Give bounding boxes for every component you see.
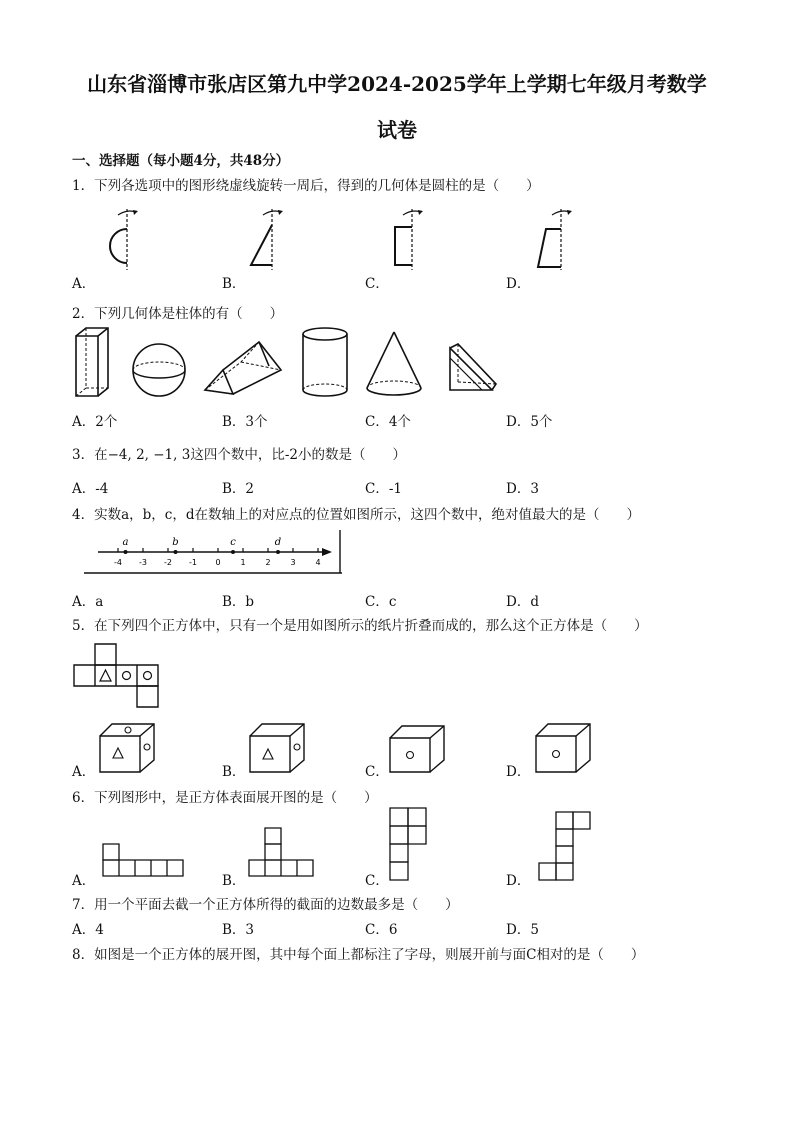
q2-option-c[interactable]: C．4个 bbox=[365, 414, 411, 430]
q6-option-c[interactable]: C． bbox=[365, 873, 389, 889]
number-line-point bbox=[124, 550, 128, 554]
number-line-point-label: a bbox=[122, 537, 129, 548]
q2-stem: 2．下列几何体是柱体的有（ ） bbox=[72, 306, 284, 322]
q8-stem: 8．如图是一个正方体的展开图，其中每个面上都标注了字母，则展开前与面C相对的是（ ） bbox=[72, 947, 645, 963]
q3-option-d[interactable]: D．3 bbox=[506, 481, 539, 497]
q1-option-a[interactable]: A． bbox=[72, 276, 96, 292]
q2-option-d[interactable]: D．5个 bbox=[506, 414, 553, 430]
q6-net-d bbox=[536, 810, 592, 882]
q6-net-b bbox=[248, 826, 318, 880]
q1-figure-b bbox=[245, 207, 295, 272]
q1-figure-d bbox=[530, 207, 580, 272]
number-line-tick-label: 4 bbox=[315, 558, 321, 567]
q5-option-a[interactable]: A． bbox=[72, 764, 96, 780]
q3-option-c[interactable]: C．-1 bbox=[365, 481, 402, 497]
number-line-point-label: b bbox=[172, 537, 179, 548]
q6-option-b[interactable]: B． bbox=[222, 873, 246, 889]
q5-cube-d bbox=[534, 722, 596, 774]
q5-option-d[interactable]: D． bbox=[506, 764, 531, 780]
number-line-tick-label: 1 bbox=[240, 558, 246, 567]
q6-option-a[interactable]: A． bbox=[72, 873, 96, 889]
q6-option-d[interactable]: D． bbox=[506, 873, 531, 889]
number-line-tick-label: -4 bbox=[114, 558, 122, 567]
q2-cylinder-figure bbox=[300, 326, 350, 400]
number-line-tick-label: 3 bbox=[290, 558, 296, 567]
q4-option-b[interactable]: B．b bbox=[222, 594, 255, 610]
q3-stem: 3．在−4, 2, −1, 3这四个数中，比-2小的数是（ ） bbox=[72, 447, 406, 463]
number-line-tick-label: -3 bbox=[139, 558, 147, 567]
q1-option-d[interactable]: D． bbox=[506, 276, 531, 292]
section-choice-heading: 一、选择题（每小题4分，共48分） bbox=[72, 153, 290, 169]
q2-option-b[interactable]: B．3个 bbox=[222, 414, 268, 430]
q5-cube-c bbox=[388, 724, 450, 774]
exam-title-line2: 试卷 bbox=[377, 118, 417, 142]
q2-sphere-figure bbox=[131, 342, 187, 398]
q3-option-a[interactable]: A．-4 bbox=[72, 481, 109, 497]
q5-option-b[interactable]: B． bbox=[222, 764, 246, 780]
q2-cone-figure bbox=[364, 330, 424, 398]
number-line-point-label: d bbox=[274, 537, 282, 548]
number-line-point-label: c bbox=[230, 537, 236, 548]
q7-option-c[interactable]: C．6 bbox=[365, 922, 398, 938]
number-line-tick-label: 2 bbox=[265, 558, 271, 567]
q6-net-a bbox=[102, 842, 184, 880]
q1-stem: 1．下列各选项中的图形绕虚线旋转一周后，得到的几何体是圆柱的是（ ） bbox=[72, 178, 540, 194]
q1-option-b[interactable]: B． bbox=[222, 276, 246, 292]
q5-option-c[interactable]: C． bbox=[365, 764, 389, 780]
q2-rectangular-prism-figure bbox=[74, 326, 114, 400]
number-line-point bbox=[276, 550, 280, 554]
q4-option-c[interactable]: C．c bbox=[365, 594, 397, 610]
q5-paper-net-figure bbox=[74, 642, 164, 708]
q7-option-a[interactable]: A．4 bbox=[72, 922, 104, 938]
q2-option-a[interactable]: A．2个 bbox=[72, 414, 118, 430]
number-line-point bbox=[231, 550, 235, 554]
q4-option-d[interactable]: D．d bbox=[506, 594, 539, 610]
q2-wedge-figure bbox=[446, 344, 498, 396]
q3-option-b[interactable]: B．2 bbox=[222, 481, 255, 497]
q5-stem: 5．在下列四个正方体中，只有一个是用如图所示的纸片折叠而成的，那么这个正方体是（ ） bbox=[72, 618, 648, 634]
q4-stem: 4．实数a，b，c，d在数轴上的对应点的位置如图所示，这四个数中，绝对值最大的是（ ） bbox=[72, 507, 640, 523]
number-line-point bbox=[174, 550, 178, 554]
number-line-tick-label: -2 bbox=[164, 558, 172, 567]
q2-triangular-prism-figure bbox=[203, 340, 283, 396]
q4-number-line bbox=[80, 528, 345, 578]
q6-stem: 6．下列图形中，是正方体表面展开图的是（ ） bbox=[72, 790, 378, 806]
q7-stem: 7．用一个平面去截一个正方体所得的截面的边数最多是（ ） bbox=[72, 897, 459, 913]
q1-figure-c bbox=[385, 207, 435, 272]
q6-net-c bbox=[388, 806, 428, 882]
number-line-tick-label: 0 bbox=[215, 558, 221, 567]
q4-option-a[interactable]: A．a bbox=[72, 594, 104, 610]
q1-figure-a bbox=[100, 207, 150, 272]
q1-option-c[interactable]: C． bbox=[365, 276, 389, 292]
q5-cube-b bbox=[248, 722, 310, 774]
q7-option-d[interactable]: D．5 bbox=[506, 922, 539, 938]
q5-cube-a bbox=[98, 722, 160, 774]
number-line-tick-label: -1 bbox=[189, 558, 197, 567]
exam-title-line1: 山东省淄博市张店区第九中学2024-2025学年上学期七年级月考数学 bbox=[87, 72, 707, 96]
q7-option-b[interactable]: B．3 bbox=[222, 922, 255, 938]
